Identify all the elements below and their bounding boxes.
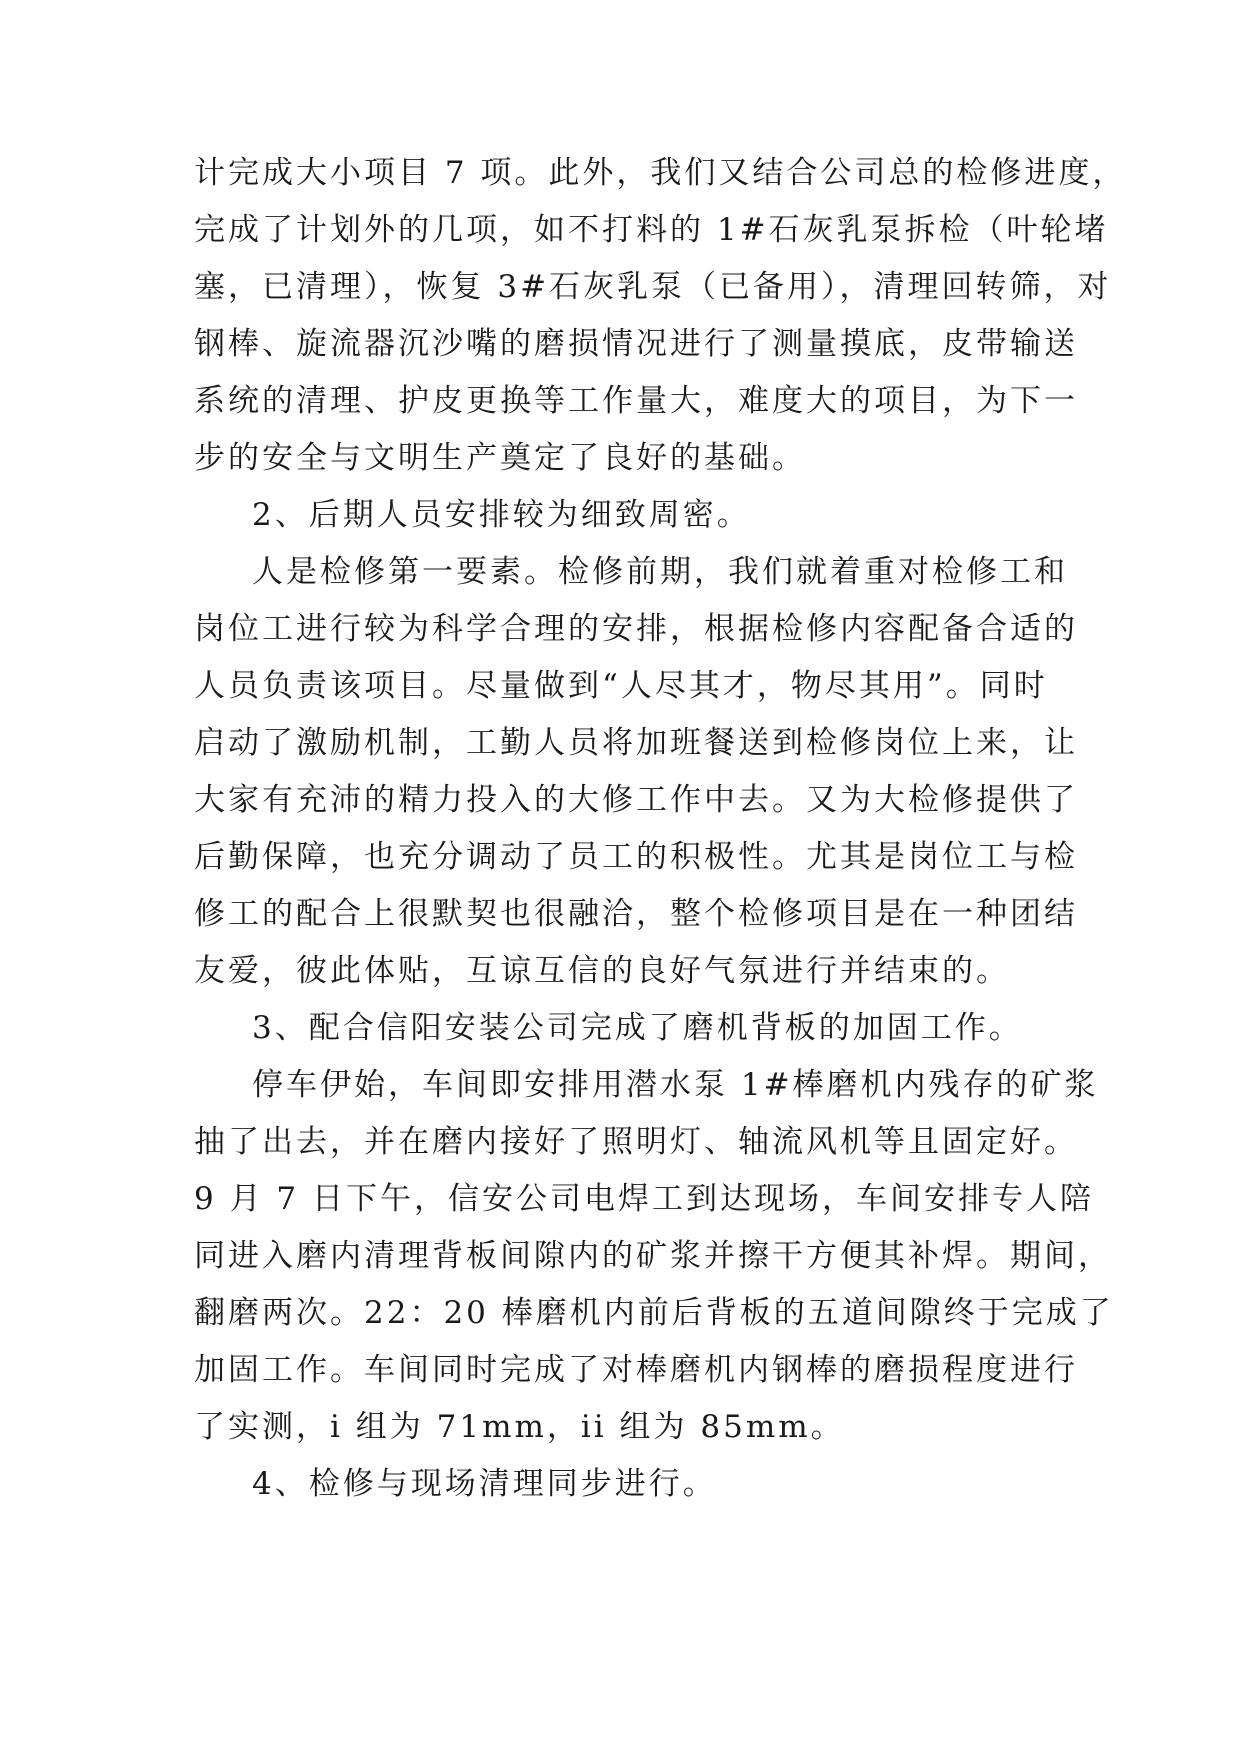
text-line: 系统的清理、护皮更换等工作量大，难度大的项目，为下一 [194,383,1078,419]
text-line: 友爱，彼此体贴，互谅互信的良好气氛进行并结束的。 [194,953,1010,989]
text-line: 步的安全与文明生产奠定了良好的基础。 [194,440,806,476]
section-heading: 3、配合信阳安装公司完成了磨机背板的加固工作。 [252,1010,1023,1046]
text-line: 钢棒、旋流器沉沙嘴的磨损情况进行了测量摸底，皮带输送 [194,326,1078,362]
text-line: 同进入磨内清理背板间隙内的矿浆并擦干方便其补焊。期间， [194,1238,1112,1274]
text-line: 修工的配合上很默契也很融洽，整个检修项目是在一种团结 [194,896,1078,932]
text-line: 启动了激励机制，工勤人员将加班餐送到检修岗位上来，让 [194,725,1078,761]
text-line: 计完成大小项目 7 项。此外，我们又结合公司总的检修进度， [194,155,1127,191]
section-heading: 2、后期人员安排较为细致周密。 [252,497,751,533]
text-line: 大家有充沛的精力投入的大修工作中去。又为大检修提供了 [194,782,1078,818]
section-heading: 4、检修与现场清理同步进行。 [252,1466,717,1502]
text-line: 完成了计划外的几项，如不打料的 1#石灰乳泵拆检（叶轮堵 [194,212,1109,248]
text-line: 后勤保障，也充分调动了员工的积极性。尤其是岗位工与检 [194,839,1078,875]
text-line: 9 月 7 日下午，信安公司电焊工到达现场，车间安排专人陪 [194,1181,1095,1217]
text-line: 停车伊始，车间即安排用潜水泵 1#棒磨机内残存的矿浆 [252,1067,1099,1103]
text-line: 翻磨两次。22：20 棒磨机内前后背板的五道间隙终于完成了 [194,1295,1114,1331]
text-line: 加固工作。车间同时完成了对棒磨机内钢棒的磨损程度进行 [194,1352,1078,1388]
text-line: 人员负责该项目。尽量做到“人尽其才，物尽其用”。同时 [194,668,1048,704]
text-line: 岗位工进行较为科学合理的安排，根据检修内容配备合适的 [194,611,1078,647]
text-line: 人是检修第一要素。检修前期，我们就着重对检修工和 [252,554,1068,590]
text-line: 了实测，i 组为 71mm，ii 组为 85mm。 [194,1409,845,1445]
text-line: 抽了出去，并在磨内接好了照明灯、轴流风机等且固定好。 [194,1124,1078,1160]
text-line: 塞，已清理），恢复 3#石灰乳泵（已备用），清理回转筛，对 [194,269,1112,305]
